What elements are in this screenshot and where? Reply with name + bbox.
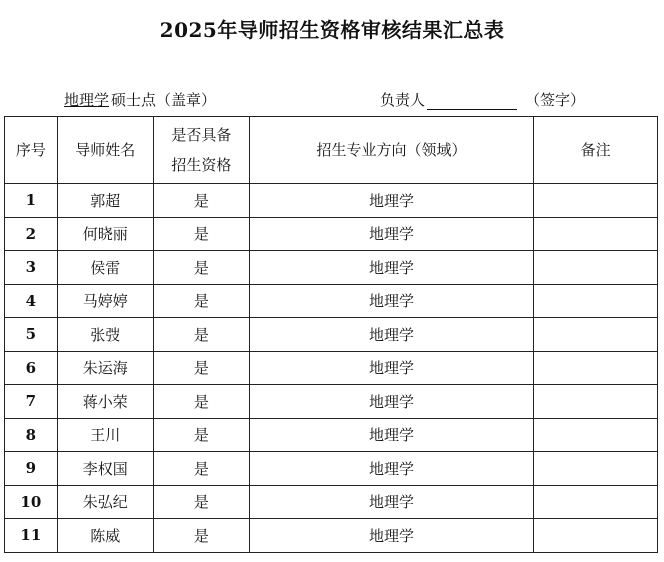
cell-index: 9	[5, 452, 58, 486]
header-qualified-line1: 是否具备	[171, 126, 232, 144]
cell-name: 李权国	[57, 452, 153, 486]
unit-seal-line	[64, 89, 216, 110]
cell-name: 陈威	[57, 519, 153, 553]
cell-note	[534, 318, 658, 352]
cell-direction: 地理学	[249, 284, 533, 318]
table-row	[5, 184, 658, 218]
cell-note	[534, 519, 658, 553]
cell-qualified: 是	[153, 318, 249, 352]
cell-name: 王川	[57, 418, 153, 452]
header-qualified-line2: 招生资格	[171, 156, 232, 174]
cell-qualified: 是	[153, 284, 249, 318]
table-row	[5, 318, 658, 352]
cell-name: 何晓丽	[57, 217, 153, 251]
cell-qualified: 是	[153, 385, 249, 419]
cell-index: 2	[5, 217, 58, 251]
cell-note	[534, 217, 658, 251]
unit-seal-label: 硕士点（盖章）	[111, 91, 217, 109]
cell-direction: 地理学	[249, 452, 533, 486]
table-row	[5, 452, 658, 486]
cell-name: 张弢	[57, 318, 153, 352]
cell-direction: 地理学	[249, 318, 533, 352]
table-row	[5, 418, 658, 452]
table-row	[5, 284, 658, 318]
table-header-row	[5, 117, 658, 184]
signature-label: （签字）	[525, 91, 586, 109]
table-row	[5, 485, 658, 519]
cell-index: 8	[5, 418, 58, 452]
cell-name: 朱弘纪	[57, 485, 153, 519]
cell-note	[534, 184, 658, 218]
cell-qualified: 是	[153, 485, 249, 519]
table-row	[5, 251, 658, 285]
responsible-label: 负责人	[380, 91, 426, 109]
cell-direction: 地理学	[249, 184, 533, 218]
cell-name: 蒋小荣	[57, 385, 153, 419]
header-name: 导师姓名	[57, 117, 153, 184]
cell-note	[534, 485, 658, 519]
cell-direction: 地理学	[249, 217, 533, 251]
cell-name: 马婷婷	[57, 284, 153, 318]
cell-index: 6	[5, 351, 58, 385]
cell-qualified: 是	[153, 184, 249, 218]
cell-direction: 地理学	[249, 519, 533, 553]
cell-index: 4	[5, 284, 58, 318]
cell-index: 5	[5, 318, 58, 352]
cell-note	[534, 452, 658, 486]
unit-name: 地理学	[64, 91, 110, 109]
summary-table	[4, 116, 658, 553]
cell-note	[534, 351, 658, 385]
cell-direction: 地理学	[249, 385, 533, 419]
table-row	[5, 217, 658, 251]
table-row	[5, 519, 658, 553]
cell-qualified: 是	[153, 251, 249, 285]
cell-note	[534, 418, 658, 452]
table-row	[5, 385, 658, 419]
cell-index: 3	[5, 251, 58, 285]
cell-direction: 地理学	[249, 351, 533, 385]
cell-index: 7	[5, 385, 58, 419]
header-direction: 招生专业方向（领域）	[249, 117, 533, 184]
cell-qualified: 是	[153, 519, 249, 553]
cell-index: 10	[5, 485, 58, 519]
signature-blank	[427, 93, 517, 110]
cell-qualified: 是	[153, 351, 249, 385]
table-row	[5, 351, 658, 385]
cell-name: 侯雷	[57, 251, 153, 285]
responsible-line	[380, 89, 585, 110]
cell-qualified: 是	[153, 217, 249, 251]
cell-name: 郭超	[57, 184, 153, 218]
header-note: 备注	[534, 117, 658, 184]
cell-index: 1	[5, 184, 58, 218]
cell-qualified: 是	[153, 418, 249, 452]
cell-direction: 地理学	[249, 418, 533, 452]
header-qualified	[153, 117, 249, 184]
cell-note	[534, 385, 658, 419]
subtitle-row	[0, 89, 664, 113]
cell-qualified: 是	[153, 452, 249, 486]
cell-note	[534, 284, 658, 318]
cell-direction: 地理学	[249, 485, 533, 519]
cell-note	[534, 251, 658, 285]
document-title: 2025年导师招生资格审核结果汇总表	[159, 18, 505, 42]
header-index: 序号	[5, 117, 58, 184]
cell-direction: 地理学	[249, 251, 533, 285]
table-body	[5, 184, 658, 553]
cell-index: 11	[5, 519, 58, 553]
cell-name: 朱运海	[57, 351, 153, 385]
